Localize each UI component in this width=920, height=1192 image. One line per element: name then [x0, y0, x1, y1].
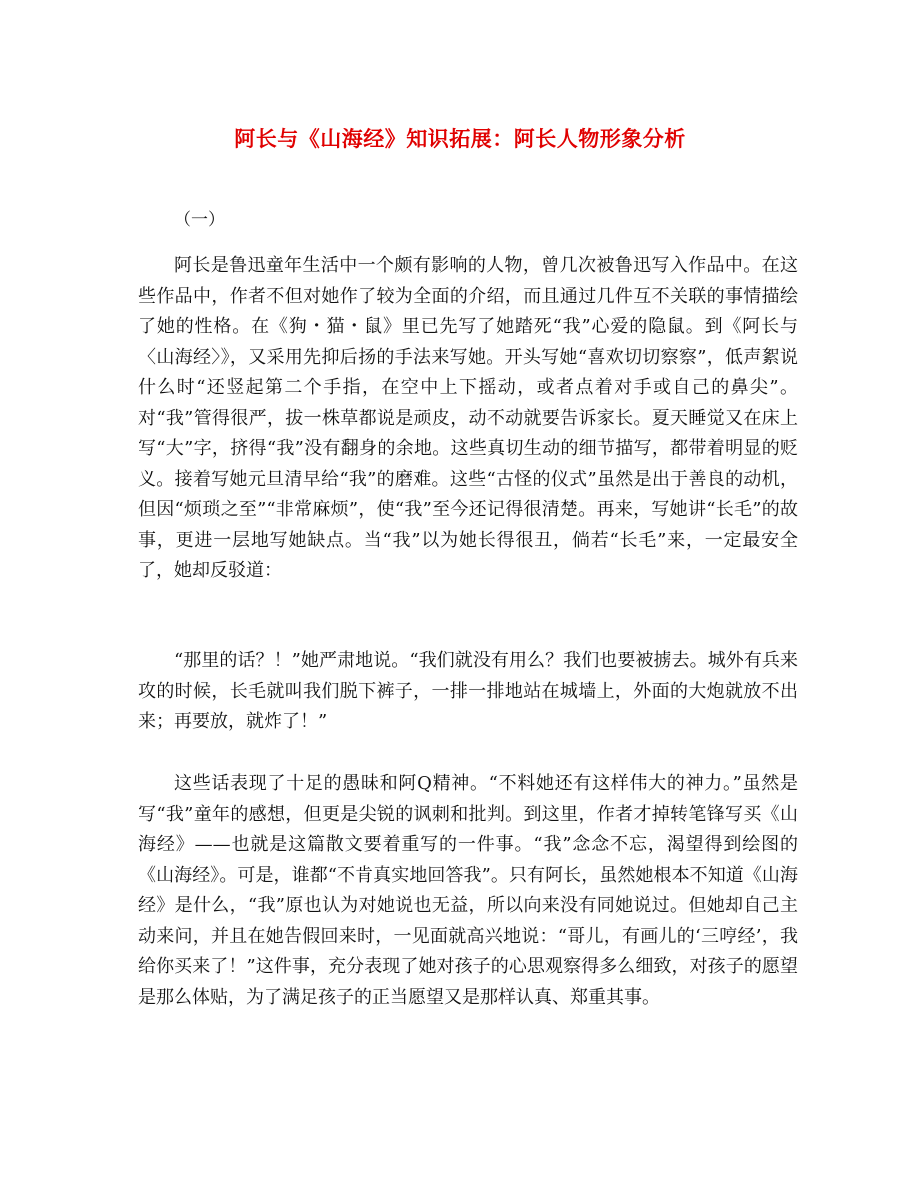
- body-paragraph-1: 阿长是鲁迅童年生活中一个颇有影响的人物，曾几次被鲁迅写入作品中。在这些作品中，作者不但对她作了较为全面的介绍，而且通过几件互不关联的事情描绘了她的性格。在《狗・猫・鼠》里已先写了她踏死“我”心爱的隐鼠。到《阿长与〈山海经〉》，又采用先抑后扬的手法来写她。开头写她“喜欢切切察察”，低声絮说什么时“还竖起第二个手指，在空中上下摇动，或者点着对手或自己的鼻尖”。对“我”管得很严，拔一株草都说是顽皮，动不动就要告诉家长。夏天睡觉又在床上写“大”字，挤得“我”没有翻身的余地。这些真切生动的细节描写，都带着明显的贬义。接着写她元旦清早给“我”的磨难。这些“古怪的仪式”虽然是出于善良的动机，但因“烦琐之至”“非常麻烦”，使“我”至今还记得很清楚。再来，写她讲“长毛”的故事，更进一层地写她缺点。当“我”以为她长得很丑，倘若“长毛”来，一定最安全了，她却反驳道：: [138, 255, 798, 581]
- body-paragraph-2: 这些话表现了十足的愚昧和阿Q精神。“不料她还有这样伟大的神力。”虽然是写“我”童年的感想，但更是尖锐的讽刺和批判。到这里，作者才掉转笔锋写买《山海经》——也就是这篇散文要着重写的一件事。“我”念念不忘，渴望得到绘图的《山海经》。可是，谁都“不肯真实地回答我”。只有阿长，虽然她根本不知道《山海经》是什么，“我”原也认为对她说也无益，所以向来没有同她说过。但她却自己主动来问，并且在她告假回来时，一见面就高兴地说：“哥儿，有画儿的‘三哼经’，我给你买来了！”这件事，充分表现了她对孩子的心思观察得多么细致，对孩子的愿望是那么体贴，为了满足孩子的正当愿望又是那样认真、郑重其事。: [138, 773, 798, 1008]
- quote-paragraph: “那里的话？！”她严肃地说。“我们就没有用么？我们也要被掳去。城外有兵来攻的时候，长毛就叫我们脱下裤子，一排一排地站在城墙上，外面的大炮就放不出来；再要放，就炸了！”: [138, 650, 798, 732]
- section-number: （一）: [174, 210, 225, 230]
- document-title: 阿长与《山海经》知识拓展：阿长人物形象分析: [234, 126, 686, 151]
